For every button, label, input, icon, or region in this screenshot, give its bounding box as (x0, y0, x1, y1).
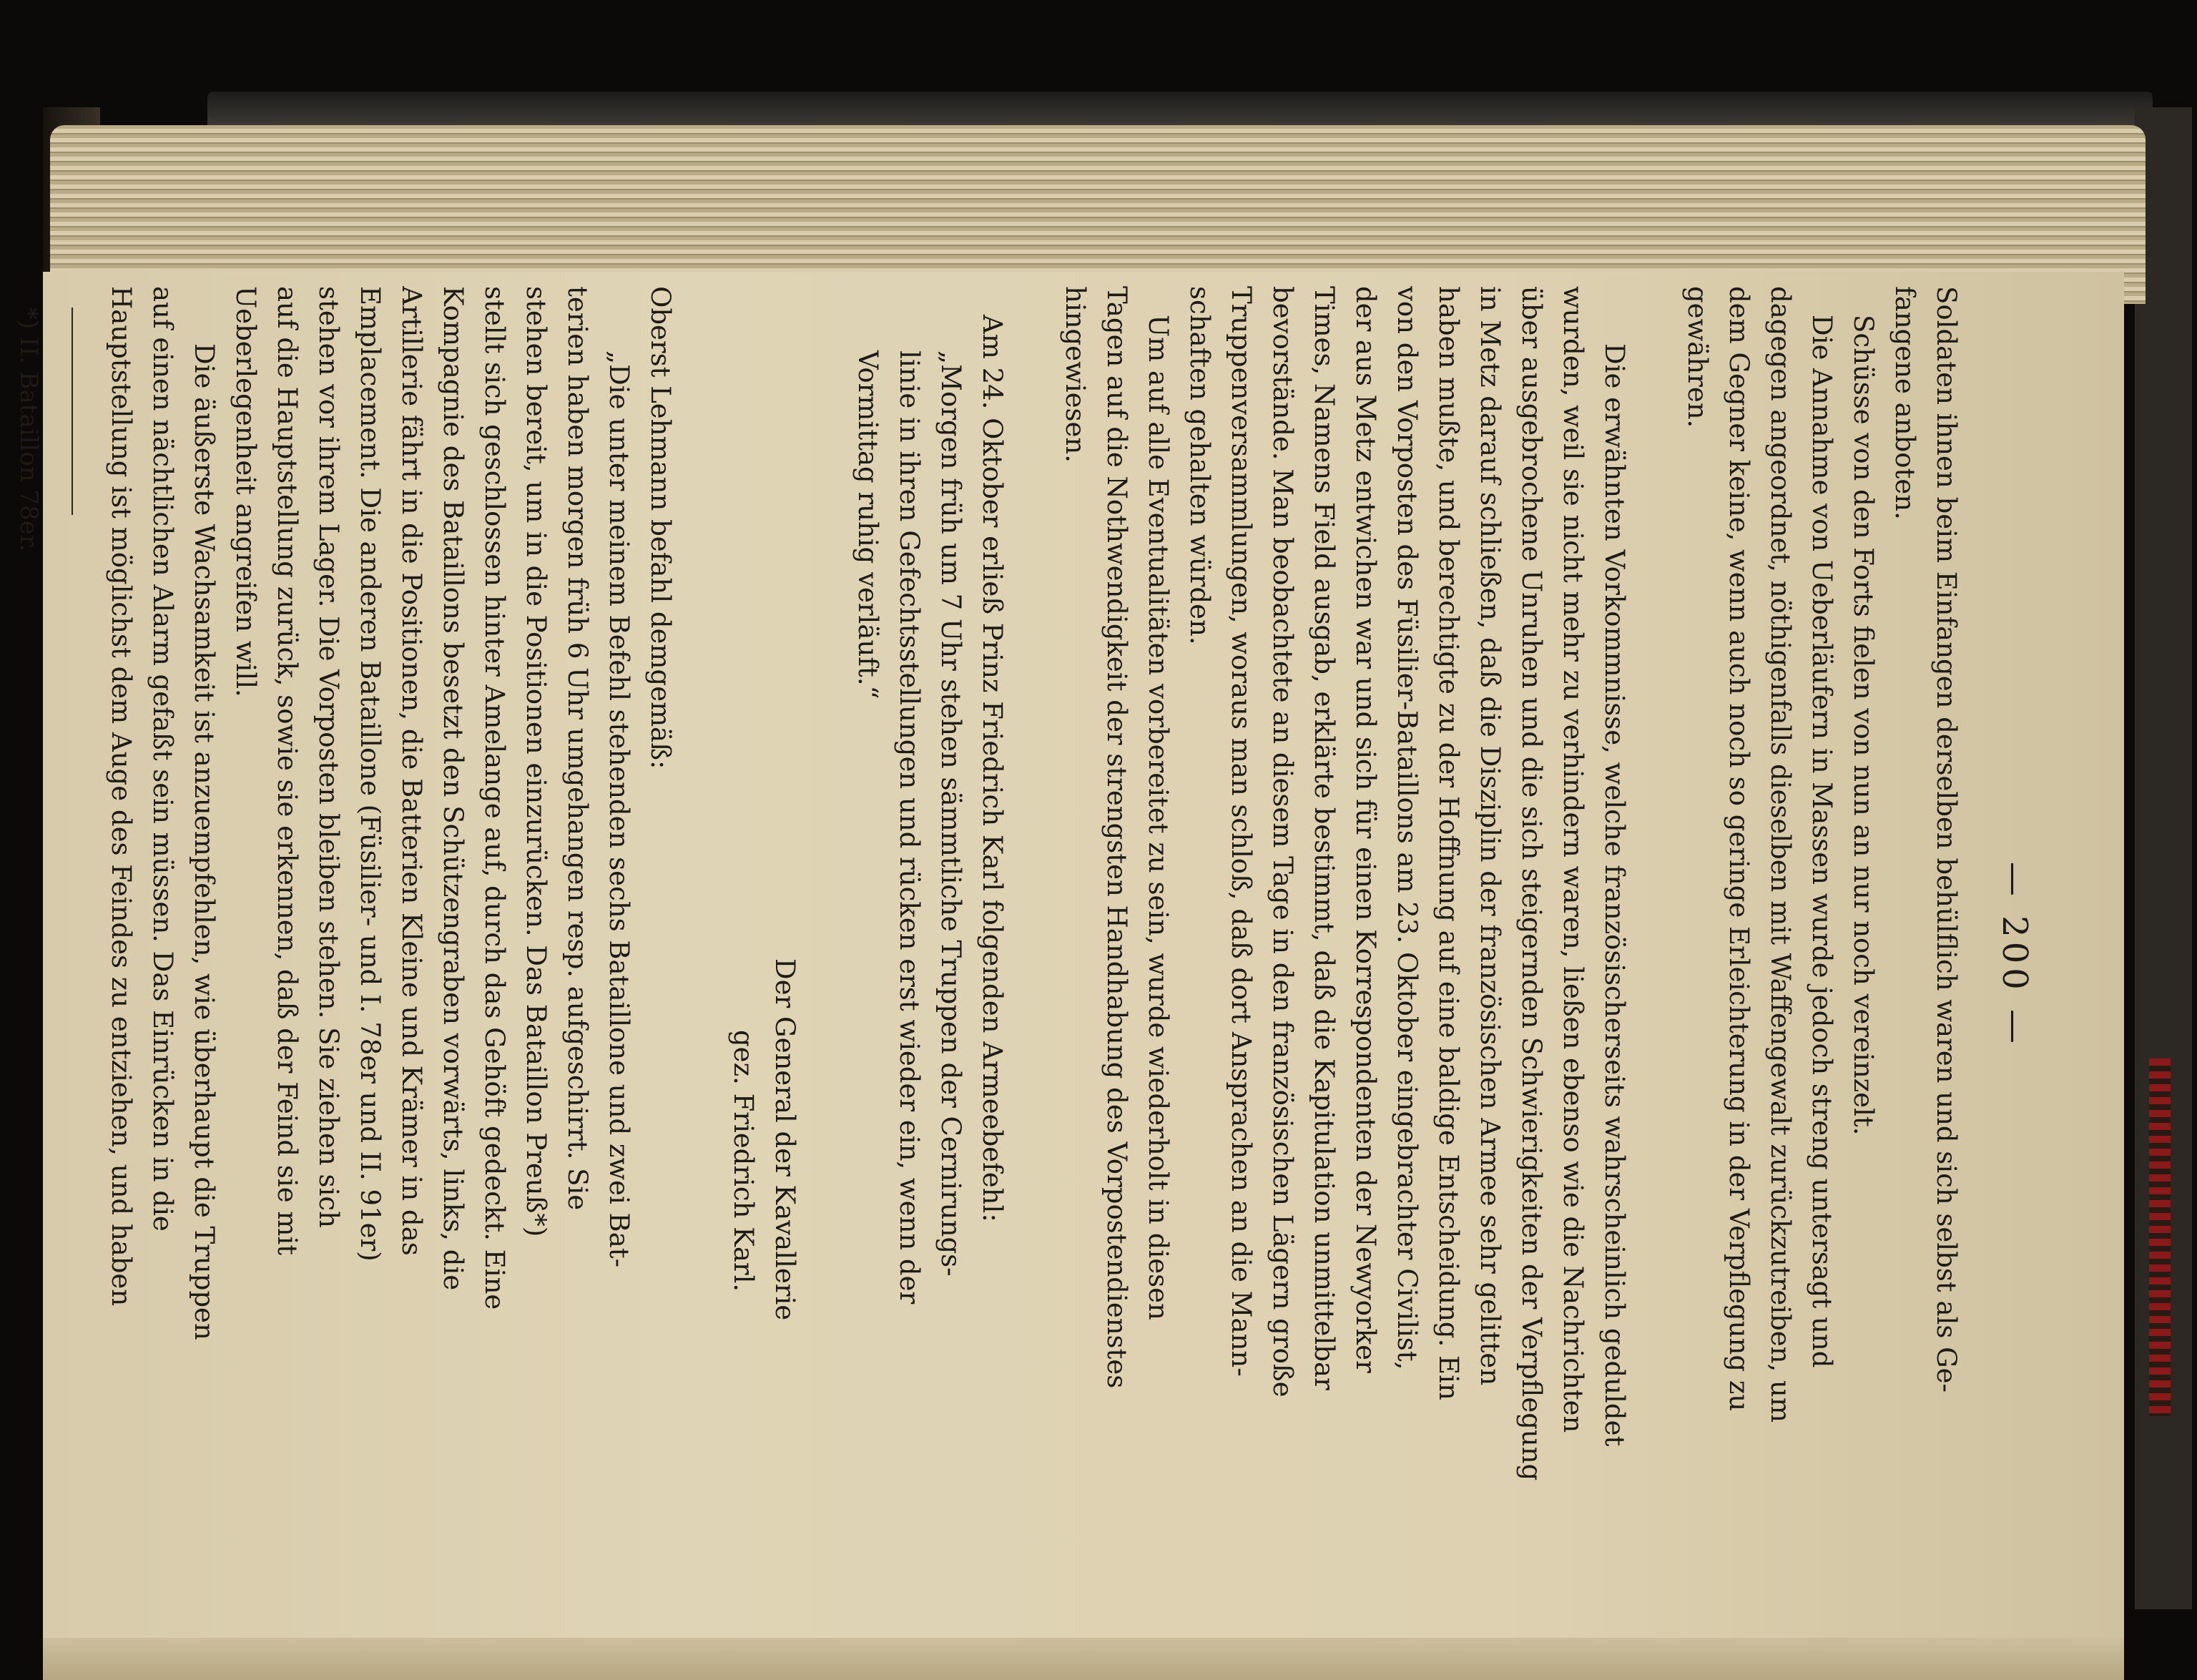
text-line: Kompagnie des Bataillons besetzt den Schützengraben vorwärts, links, die (438, 286, 468, 1291)
book-bookmark-ribbon (2149, 1058, 2171, 1416)
text-line: auf einen nächtlichen Alarm gefaßt sein müssen. Das Einrücken in die (147, 286, 178, 1232)
text-line: Um auf alle Eventualitäten vorbereitet zu sein, wurde wiederholt in diesen (1143, 315, 1174, 1320)
text-line: Emplacement. Die anderen Bataillone (Füsilier- und I. 78er und II. 91er) (355, 286, 385, 1262)
text-line: Ueberlegenheit angreifen will. (230, 286, 261, 697)
text-line: Hauptstellung ist möglichst dem Auge des Feindes zu entziehen, und haben (106, 286, 137, 1307)
text-line: Die erwähnten Vorkommnisse, welche französischerseits wahrscheinlich geduldet (1599, 343, 1630, 1447)
text-line: stellt sich geschlossen hinter Amelange auf, durch das Gehöft gedeckt. Eine (479, 286, 510, 1310)
signature-title: Der General der Kavallerie (770, 958, 800, 1321)
text-line: bevorstände. Man beobachtete an diesem Tage in den französischen Lägern große (1267, 286, 1298, 1397)
text-line: dem Gegner keine, wenn auch noch so geringe Erleichterung in der Verpflegung zu (1724, 286, 1754, 1412)
text-line: gewähren. (1682, 286, 1713, 428)
text-line: hingewiesen. (1060, 286, 1091, 463)
text-line: der aus Metz entwichen war und sich für einen Korrespondenten der Newyorker (1350, 286, 1381, 1373)
text-line: schaften gehalten würden. (1184, 286, 1215, 645)
text-line: Die Annahme von Ueberläufern in Massen wurde jedoch streng untersagt und (1807, 315, 1837, 1368)
text-line: linie in ihren Gefechtsstellungen und rücken erst wieder ein, wenn der (894, 350, 925, 1305)
text-line: Soldaten ihnen beim Einfangen derselben behülflich waren und sich selbst als Ge- (1931, 286, 1962, 1393)
text-line: haben mußte, und berechtigte zu der Hoffnung auf eine baldige Entscheidung. Ein (1433, 286, 1464, 1400)
text-line: Vormittag ruhig verläuft.“ (852, 350, 883, 699)
body-text (10, 286, 1967, 1609)
text-line: terien haben morgen früh 6 Uhr umgehangen resp. aufgeschirrt. Sie (562, 286, 593, 1211)
text-line: auf die Hauptstellung zurück, sowie sie erkennen, daß der Feind sie mit (272, 286, 303, 1256)
text-line: Times, Namens Field ausgab, erklärte bestimmt, daß die Kapitulation unmittelbar (1309, 286, 1340, 1390)
text-line: Truppenversammlungen, woraus man schloß, daß dort Ansprachen an die Mann- (1226, 286, 1257, 1377)
text-line: „Die unter meinem Befehl stehenden sechs Bataillone und zwei Bat- (604, 350, 634, 1268)
text-line: von den Vorposten des Füsilier-Bataillons am 23. Oktober eingebrachter Civilist, (1392, 286, 1422, 1370)
text-line: wurden, weil sie nicht mehr zu verhindern waren, ließen ebenso wie die Nachrichten (1558, 286, 1588, 1433)
text-line: stehen bereit, um in die Positionen einzurücken. Das Bataillon Preuß*) (521, 286, 551, 1237)
text-line: Tagen auf die Nothwendigkeit der strengsten Handhabung des Vorpostendienstes (1101, 286, 1132, 1389)
text-line: Oberst Lehmann befahl demgemäß: (645, 286, 676, 770)
text-line: Schüsse von den Forts fielen von nun an nur noch vereinzelt. (1848, 315, 1879, 1136)
text-line: Artillerie fährt in die Positionen, die Batterien Kleine und Krämer in das (396, 286, 427, 1256)
text-line: Am 24. Oktober erließ Prinz Friedrich Karl folgenden Armeebefehl: (977, 315, 1008, 1222)
text-line: „Morgen früh um 7 Uhr stehen sämmtliche Truppen der Cernirungs- (935, 350, 966, 1277)
footnote: *) II. Bataillon 78er. (14, 308, 43, 552)
text-line: dagegen angeordnet, nöthigenfalls dieselben mit Waffengewalt zurückzutreiben, um (1765, 286, 1796, 1423)
page-content (14, 265, 2088, 1645)
signature-name: gez. Friedrich Karl. (728, 1030, 759, 1292)
page-number: — 200 — (1995, 861, 2035, 1048)
text-line: über ausgebrochene Unruhen und die sich steigernden Schwierigkeiten der Verpflegung (1516, 286, 1547, 1481)
text-line: Die äußerste Wachsamkeit ist anzuempfehlen, wie überhaupt die Truppen (189, 343, 220, 1340)
footnote-rule (72, 308, 73, 515)
text-line: fangene anboten. (1889, 286, 1920, 520)
text-line: in Metz darauf schließen, daß die Disziplin der französischen Armee sehr gelitten (1475, 286, 1505, 1386)
text-line: stehen vor ihrem Lager. Die Vorposten bleiben stehen. Sie ziehen sich (313, 286, 344, 1228)
